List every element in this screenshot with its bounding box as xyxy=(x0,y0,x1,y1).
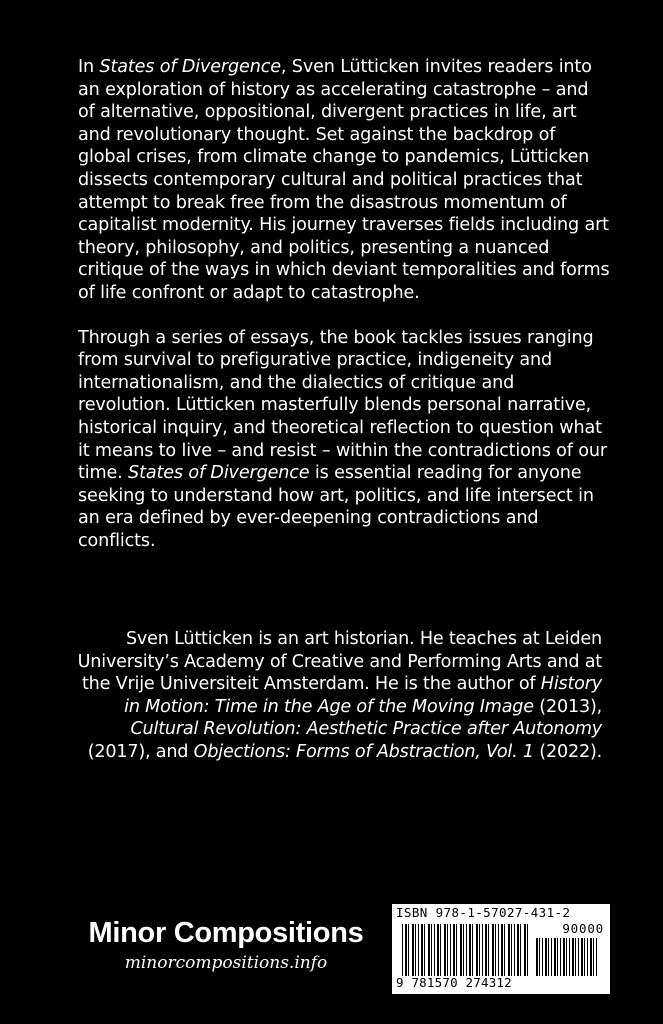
back-cover-blurb xyxy=(78,56,610,552)
publisher-logo xyxy=(76,916,376,974)
book-title: States of Divergence xyxy=(99,57,281,77)
isbn-barcode xyxy=(392,904,610,994)
ean-digits: 9 781570 274312 xyxy=(396,975,512,990)
publisher-url: minorcompositions.info xyxy=(124,953,328,973)
publisher-name: Minor Compositions xyxy=(88,917,364,949)
ean-barcode-bars xyxy=(402,924,528,976)
addon-barcode-bars xyxy=(536,938,598,976)
blurb-paragraph-2: Through a series of essays, the book tackles issues ranging from survival to prefigurative practice, indigeneity and internationalism, and the dialectics of critique and revolution. Lütticken masterfully blends personal narrative, historical inquiry, and theoretical reflection to question what it means to live – and resist – within the contradictions of our time. States of Divergence is essential reading for anyone seeking to understand how art, politics, and life intersect in an era defined by ever-deepening contradictions and conflicts. xyxy=(78,327,607,551)
isbn-text: ISBN 978-1-57027-431-2 xyxy=(396,905,571,920)
price-addon-number: 90000 xyxy=(562,921,604,936)
work-title: Cultural Revolution: Aesthetic Practice after Autonomy xyxy=(130,719,602,740)
author-bio: Sven Lütticken is an art historian. He teaches at Leiden University’s Academy of Creative and Performing Arts and at the Vrije Universiteit Amsterdam. He is the author of History in Motion: Time in the Age of the Moving Image (2013), Cultural Revolution: Aesthetic Practice after Autonomy (2017), and Objections: Forms of Abstraction, Vol. 1 (2022). xyxy=(77,629,602,762)
book-title: States of Divergence xyxy=(128,463,310,484)
work-title: Objections: Forms of Abstraction, Vol. 1 xyxy=(193,741,534,762)
blurb-paragraph-1: In States of Divergence, Sven Lütticken invites readers into an exploration of history as accelerating catastrophe – and of alternative, oppositional, divergent practices in life, art and revolutionary thought. Set against the backdrop of global crises, from climate change to pandemics, Lütticken dissects contemporary cultural and political practices that attempt to break free from the disastrous momentum of capitalist modernity. His journey traverses fields including art theory, philosophy, and politics, presenting a nuanced critique of the ways in which deviant temporalities and forms of life confront or adapt to catastrophe. xyxy=(78,57,610,303)
work-title: History in Motion: Time in the Age of the Moving Image xyxy=(124,674,602,717)
